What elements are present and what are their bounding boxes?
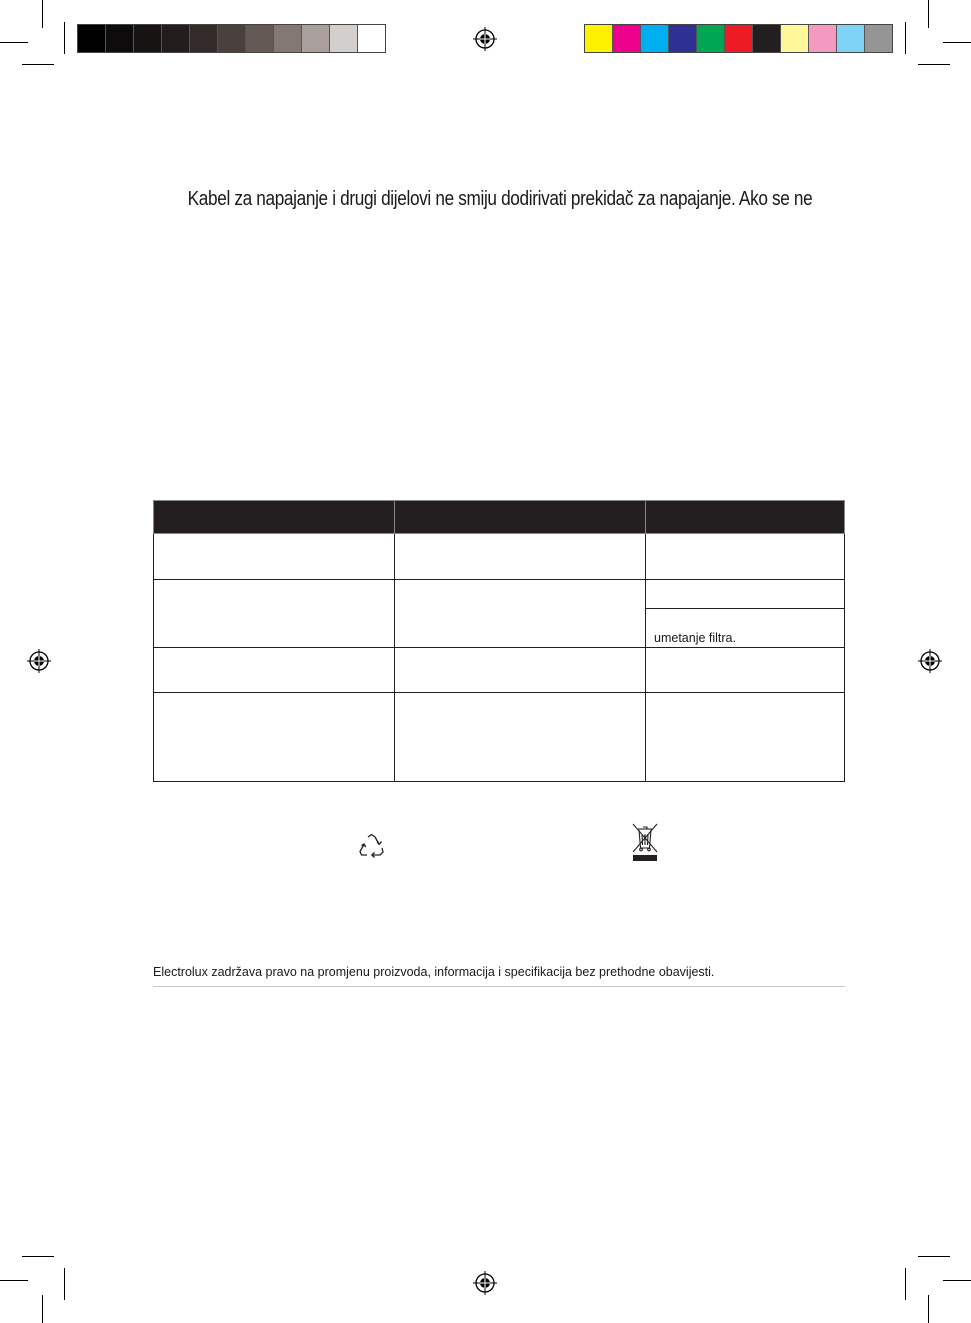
recycle-icon — [358, 833, 385, 860]
process-color-swatch — [668, 25, 696, 52]
table-header-cell — [646, 501, 845, 534]
process-color-swatch — [864, 25, 892, 52]
process-color-swatch — [752, 25, 780, 52]
table-cell — [154, 693, 395, 782]
gray-color-bar — [77, 24, 386, 53]
gray-swatch — [105, 25, 133, 52]
crop-mark — [42, 1295, 43, 1323]
table-cell — [395, 648, 646, 693]
table-cell — [395, 534, 646, 580]
table-cell-filter: umetanje filtra. — [646, 609, 845, 648]
registration-mark-icon — [473, 1271, 497, 1295]
crop-mark — [905, 1268, 906, 1300]
crop-mark — [943, 1280, 971, 1281]
crop-mark — [943, 42, 971, 43]
process-color-swatch — [585, 25, 612, 52]
gray-swatch — [78, 25, 105, 52]
table-cell — [154, 580, 395, 648]
table-header-row — [154, 501, 845, 534]
gray-swatch — [273, 25, 301, 52]
crop-mark — [0, 42, 28, 43]
process-color-swatch — [808, 25, 836, 52]
process-color-swatch — [724, 25, 752, 52]
table-cell — [646, 693, 845, 782]
gray-swatch — [133, 25, 161, 52]
table-cell — [646, 534, 845, 580]
table-cell — [154, 648, 395, 693]
process-color-swatch — [640, 25, 668, 52]
process-color-bar — [584, 24, 893, 53]
footer-divider — [153, 986, 845, 987]
footer-disclaimer: Electrolux zadržava pravo na promjenu proizvoda, informacija i specifikacija bez prethodne obavijesti. — [153, 965, 715, 979]
process-color-swatch — [836, 25, 864, 52]
gray-swatch — [161, 25, 189, 52]
registration-mark-icon — [918, 649, 942, 673]
table-cell — [395, 693, 646, 782]
crop-mark — [22, 1256, 54, 1257]
weee-crossed-bin-icon — [630, 821, 660, 863]
crop-mark — [918, 1256, 950, 1257]
process-color-swatch — [780, 25, 808, 52]
table-row — [154, 693, 845, 782]
table-header-cell — [395, 501, 646, 534]
process-color-swatch — [696, 25, 724, 52]
crop-mark — [905, 22, 906, 54]
crop-mark — [918, 64, 950, 65]
table-cell — [646, 648, 845, 693]
gray-swatch — [245, 25, 273, 52]
gray-swatch — [357, 25, 385, 52]
table-row — [154, 534, 845, 580]
safety-warning-text: Kabel za napajanje i drugi dijelovi ne smiju dodirivati prekidač za napajanje. Ako se ne — [187, 188, 813, 210]
gray-swatch — [217, 25, 245, 52]
crop-mark — [22, 64, 54, 65]
troubleshooting-table — [153, 500, 845, 782]
gray-swatch — [189, 25, 217, 52]
table-cell — [646, 580, 845, 609]
table-cell — [154, 534, 395, 580]
gray-swatch — [301, 25, 329, 52]
table-cell — [395, 580, 646, 648]
process-color-swatch — [612, 25, 640, 52]
crop-mark — [42, 0, 43, 28]
crop-mark — [64, 22, 65, 54]
table-header-cell — [154, 501, 395, 534]
crop-mark — [0, 1280, 28, 1281]
gray-swatch — [329, 25, 357, 52]
crop-mark — [928, 0, 929, 28]
registration-mark-icon — [473, 27, 497, 51]
table-row — [154, 648, 845, 693]
table-row — [154, 580, 845, 609]
crop-mark — [64, 1268, 65, 1300]
crop-mark — [928, 1295, 929, 1323]
registration-mark-icon — [27, 649, 51, 673]
